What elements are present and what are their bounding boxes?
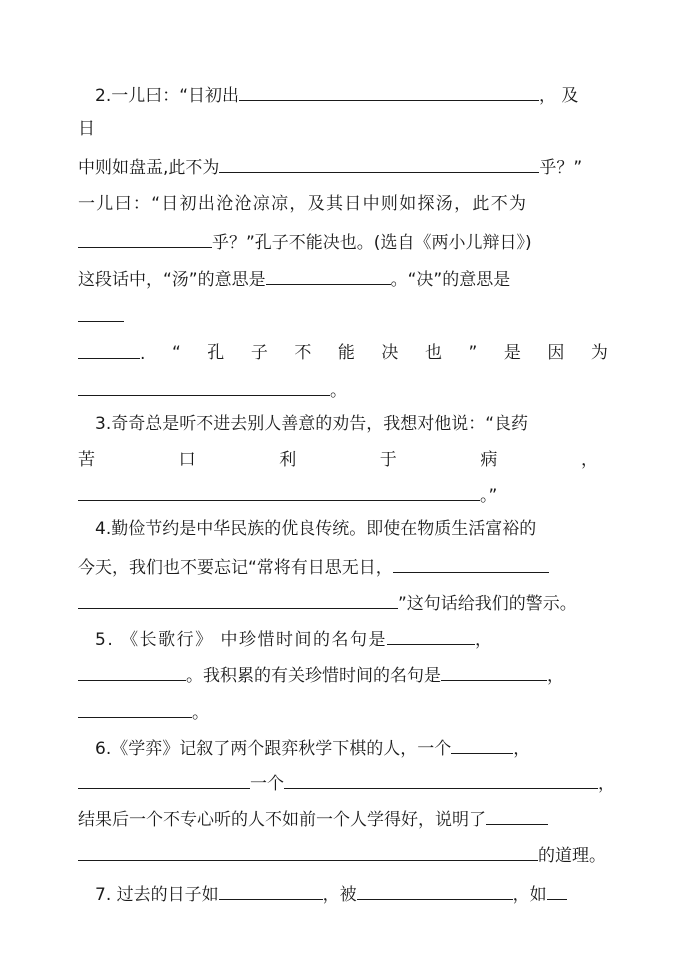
text: ”这句话给我们的警示。 — [398, 594, 577, 614]
char: ， — [580, 450, 598, 470]
char: 也 — [424, 343, 442, 363]
q6-line1 — [95, 737, 530, 760]
text: 。我积累的有关珍惜时间的名句是 — [186, 666, 441, 686]
char: 于 — [379, 450, 397, 470]
q2-line1 — [95, 84, 615, 107]
text: 乎？”孔子不能决也。(选自《两小儿辩日》) — [212, 233, 532, 253]
q2-line6 — [78, 268, 510, 291]
answer-blank[interactable] — [547, 883, 567, 900]
text: 结果后一个不专心听的人不如前一个人学得好，说明了 — [78, 810, 486, 830]
text: 。 — [330, 381, 347, 401]
text: 5. 《长歌行》 中珍惜时间的名句是 — [95, 630, 388, 650]
answer-blank[interactable] — [78, 664, 186, 681]
char: 病 — [480, 450, 498, 470]
text: 这段话中，“汤”的意思是 — [78, 270, 266, 290]
char: “ — [171, 343, 181, 363]
text: 4.勤俭节约是中华民族的优良传统。即使在物质生活富裕的 — [95, 519, 537, 539]
text: 3.奇奇总是听不进去别人善意的劝告，我想对他说：“良药 — [95, 414, 529, 434]
answer-blank[interactable] — [393, 556, 549, 573]
q5-line2 — [78, 664, 564, 687]
answer-blank[interactable] — [78, 592, 398, 609]
answer-blank[interactable] — [78, 305, 124, 322]
answer-blank[interactable] — [78, 701, 192, 718]
text: 2.一儿曰：“日初出 — [95, 86, 240, 106]
answer-blank[interactable] — [78, 231, 212, 248]
text: 一儿曰：“日初出沧沧凉凉，及其日中则如探汤，此不为 — [78, 194, 528, 214]
char: 能 — [337, 343, 355, 363]
char: 是 — [503, 343, 521, 363]
text: 7. 过去的日子如 — [95, 885, 219, 905]
text: 。” — [480, 486, 498, 506]
q4-line2 — [78, 556, 549, 579]
text: 。“决”的意思是 — [390, 270, 511, 290]
q2-line9 — [78, 379, 347, 402]
char: ” — [468, 343, 478, 363]
text: 的道理。 — [538, 846, 606, 866]
q2-line2 — [78, 118, 95, 140]
char: 口 — [178, 450, 196, 470]
q2-line5 — [78, 231, 532, 254]
q7-line1 — [95, 883, 567, 906]
text: . — [140, 344, 146, 364]
answer-blank[interactable] — [284, 772, 598, 789]
answer-blank[interactable] — [219, 156, 539, 173]
answer-blank[interactable] — [219, 883, 323, 900]
text: 一个 — [250, 774, 284, 794]
q2-line7 — [78, 305, 124, 328]
answer-blank[interactable] — [451, 737, 513, 754]
char: 不 — [294, 343, 312, 363]
char: 为 — [590, 343, 608, 363]
char: 苦 — [78, 450, 95, 470]
answer-blank[interactable] — [357, 883, 513, 900]
text: ， — [598, 774, 615, 794]
text: ， — [513, 739, 531, 759]
text: 。 — [192, 703, 209, 723]
answer-blank[interactable] — [387, 628, 475, 645]
text: ， — [547, 666, 564, 686]
answer-blank[interactable] — [78, 484, 480, 501]
q3-line2 — [78, 449, 598, 471]
text: 中则如盘盂,此不为 — [78, 158, 220, 178]
q5-line3 — [78, 701, 209, 724]
char: 因 — [547, 343, 565, 363]
char: 利 — [279, 450, 297, 470]
answer-blank[interactable] — [78, 772, 250, 789]
answer-blank[interactable] — [266, 268, 391, 285]
q6-line4 — [78, 844, 606, 867]
char: 子 — [250, 343, 268, 363]
q4-line1 — [95, 518, 536, 540]
answer-blank[interactable] — [78, 379, 330, 396]
text: ，被 — [322, 885, 357, 905]
q2-line4 — [78, 193, 527, 215]
q2-line3 — [78, 156, 582, 179]
q4-line3 — [78, 592, 577, 615]
answer-blank[interactable] — [78, 844, 538, 861]
text: 日 — [78, 119, 95, 139]
answer-blank[interactable] — [441, 664, 547, 681]
q5-line1 — [95, 628, 494, 651]
text: ， 及 — [539, 86, 579, 106]
answer-blank[interactable] — [78, 342, 140, 359]
q3-line3 — [78, 484, 497, 507]
text: ， — [475, 630, 494, 650]
q2-line8 — [78, 342, 608, 365]
q6-line3 — [78, 808, 548, 831]
answer-blank[interactable] — [486, 808, 548, 825]
char: 决 — [381, 343, 399, 363]
q3-line1 — [95, 413, 528, 435]
answer-blank[interactable] — [239, 84, 539, 101]
text: 6.《学弈》记叙了两个跟弈秋学下棋的人，一个 — [95, 739, 452, 759]
text: 乎？” — [539, 158, 583, 178]
q6-line2 — [78, 772, 615, 795]
char: 孔 — [207, 343, 225, 363]
text: ，如 — [512, 885, 547, 905]
text: 今天，我们也不要忘记“常将有日思无日， — [78, 558, 393, 578]
